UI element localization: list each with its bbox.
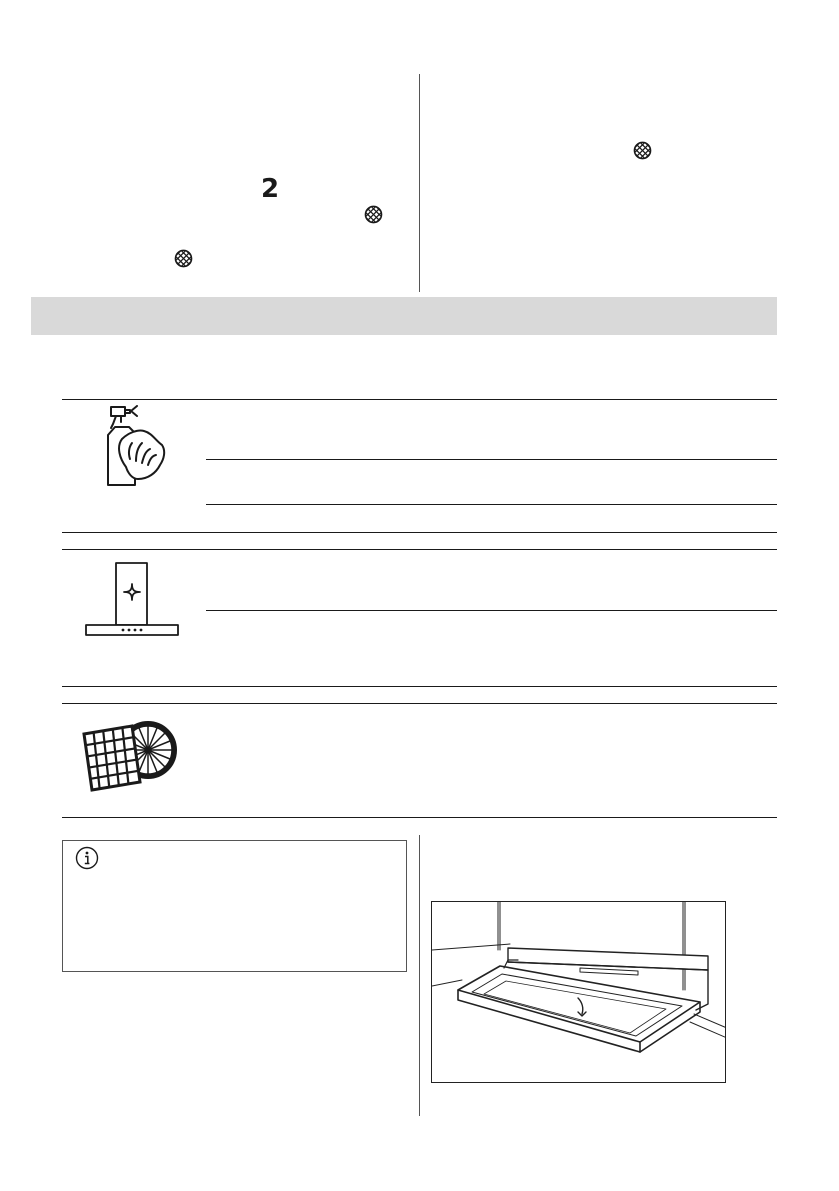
telescopic-hood-illustration <box>431 901 726 1083</box>
spray-and-cloth-icon <box>100 405 172 489</box>
column-divider-top <box>419 74 420 292</box>
table-rule <box>62 532 777 533</box>
table-rule <box>62 817 777 818</box>
carbon-filter-icon <box>80 712 178 794</box>
table-rule <box>62 399 777 400</box>
table-rule <box>206 610 777 611</box>
hood-drawing <box>432 902 726 1083</box>
column-divider-bottom <box>419 835 420 1116</box>
step-number: 2 <box>260 174 280 204</box>
table-rule <box>62 549 777 550</box>
grease-filter-symbol-icon <box>364 205 383 224</box>
info-note-box <box>62 840 407 972</box>
hood-sparkle-icon <box>84 560 182 638</box>
info-icon <box>75 846 99 870</box>
grease-filter-symbol-icon <box>174 249 193 268</box>
table-rule <box>62 703 777 704</box>
section-heading-band <box>31 297 777 335</box>
table-rule <box>206 504 777 505</box>
table-rule <box>206 459 777 460</box>
table-rule <box>62 686 777 687</box>
grease-filter-symbol-icon <box>633 141 652 160</box>
